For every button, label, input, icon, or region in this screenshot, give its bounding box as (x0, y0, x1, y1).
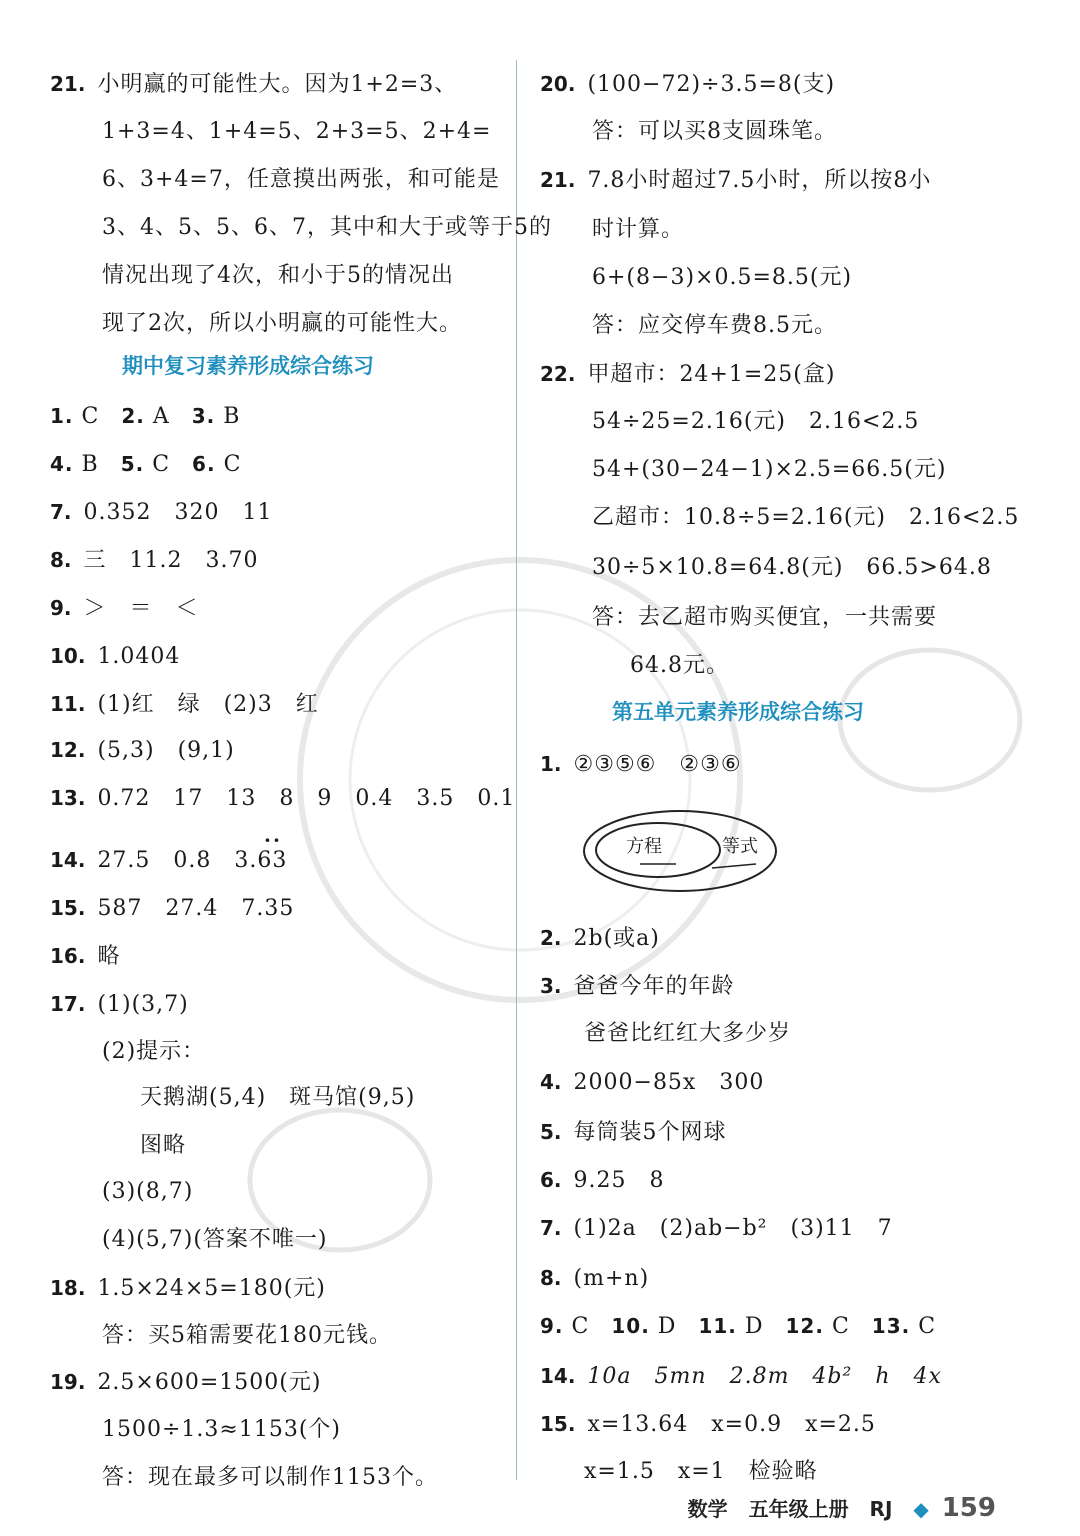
column-divider (516, 60, 517, 1480)
answer-22: 22. 甲超市：24+1=25(盒) (540, 362, 836, 387)
page-footer (674, 1490, 996, 1526)
q17-line-5: (3)(8,7) (102, 1179, 194, 1204)
answer-9: 9. ＞ ＝ ＜ (50, 596, 199, 621)
page-number: 159 (941, 1493, 996, 1523)
answer-13: 13. 0.72 17 13 8 9 0.4 3.5 0.1 (50, 786, 516, 811)
answer-19: 19. 2.5×600=1500(元) (50, 1370, 322, 1395)
answer-15: 15. 587 27.4 7.35 (50, 896, 295, 921)
answers-u5-9-13: 9. C 10. D 11. D 12. C 13. C (540, 1314, 937, 1339)
answer-u5-8: 8. (m+n) (540, 1266, 650, 1291)
footer-grade: 五年级上册 (748, 1497, 849, 1521)
answer-16: 16. 略 (50, 944, 121, 969)
q17-line-3: 天鹅湖(5,4) 斑马馆(9,5) (140, 1085, 416, 1110)
q22-line-5: 30÷5×10.8=64.8(元) 66.5>64.8 (592, 555, 992, 580)
answer-7: 7. 0.352 320 11 (50, 500, 273, 525)
q3-line-2: 爸爸比红红大多少岁 (584, 1021, 792, 1046)
answer-u5-7: 7. (1)2a (2)ab−b² (3)11 7 (540, 1216, 893, 1241)
answer-21: 21. 7.8小时超过7.5小时，所以按8小 (540, 168, 932, 193)
answers-1-3: 1. C 2. A 3. B (50, 404, 241, 429)
q21-line-4: 3、4、5、5、6、7，其中和大于或等于5的 (102, 215, 552, 240)
answer-20: 20. (100−72)÷3.5=8(支) (540, 72, 836, 97)
answer-10: 10. 1.0404 (50, 644, 181, 669)
q20-line-2: 答：可以买8支圆珠笔。 (592, 119, 837, 144)
answer-11: 11. (1)红 绿 (2)3 红 (50, 692, 319, 717)
q22-line-6: 答：去乙超市购买便宜，一共需要 (592, 605, 938, 630)
footer-subject: 数学 (687, 1497, 728, 1521)
answer-u5-1: 1. ②③⑤⑥ ②③⑥ (540, 752, 742, 777)
venn-inner-label: 方程 (626, 836, 662, 857)
q21-line-1: 21. 小明赢的可能性大。因为1+2=3、 (50, 66, 457, 102)
section-title-unit5: 第五单元素养形成综合练习 (612, 700, 864, 724)
footer-edition: RJ (869, 1497, 893, 1521)
repeating-decimal-dots: ·· (264, 828, 282, 852)
q21r-line-2: 时计算。 (592, 217, 685, 242)
answer-17: 17. (1)(3,7) (50, 992, 189, 1017)
answer-12: 12. (5,3) (9,1) (50, 738, 235, 763)
answers-4-6: 4. B 5. C 6. C (50, 452, 242, 477)
q19-line-2: 1500÷1.3≈1153(个) (102, 1417, 341, 1442)
answer-18: 18. 1.5×24×5=180(元) (50, 1276, 326, 1301)
q19-line-3: 答：现在最多可以制作1153个。 (102, 1465, 438, 1490)
diamond-icon: ◆ (913, 1497, 929, 1521)
answer-u5-5: 5. 每筒装5个网球 (540, 1120, 727, 1145)
answer-u5-2: 2. 2b(或a) (540, 926, 660, 951)
question-number: 21. (50, 72, 86, 96)
q21-line-6: 现了2次，所以小明赢的可能性大。 (102, 311, 462, 336)
q22-line-7: 64.8元。 (630, 653, 729, 678)
q15-line-2: x=1.5 x=1 检验略 (584, 1459, 818, 1484)
q22-line-3: 54+(30−24−1)×2.5=66.5(元) (592, 457, 947, 482)
q21-line-3: 6、3+4=7，任意摸出两张，和可能是 (102, 167, 500, 192)
venn-outer-label: 等式 (722, 836, 758, 857)
q21-line-2: 1+3=4、1+4=5、2+3=5、2+4= (102, 119, 492, 144)
section-title-midterm: 期中复习素养形成综合练习 (122, 354, 374, 378)
answer-u5-4: 4. 2000−85x 300 (540, 1070, 765, 1095)
answer-8: 8. 三 11.2 3.70 (50, 548, 259, 573)
q22-line-2: 54÷25=2.16(元) 2.16<2.5 (592, 409, 920, 434)
answer-14: 14. 27.5 0.8 3.63 (50, 848, 288, 873)
q17-line-4: 图略 (140, 1133, 187, 1158)
q18-line-2: 答：买5箱需要花180元钱。 (102, 1323, 392, 1348)
q17-line-2: (2)提示： (102, 1039, 206, 1064)
answer-u5-3: 3. 爸爸今年的年龄 (540, 974, 735, 999)
answer-u5-15: 15. x=13.64 x=0.9 x=2.5 (540, 1412, 876, 1437)
answer-u5-14: 14. 10a 5mn 2.8m 4b² h 4x (540, 1364, 942, 1389)
answer-u5-6: 6. 9.25 8 (540, 1168, 665, 1193)
q21-line-5: 情况出现了4次，和小于5的情况出 (102, 263, 454, 288)
q21r-line-4: 答：应交停车费8.5元。 (592, 313, 837, 338)
q17-line-6: (4)(5,7)(答案不唯一) (102, 1227, 328, 1252)
q21r-line-3: 6+(8−3)×0.5=8.5(元) (592, 265, 853, 290)
q22-line-4: 乙超市：10.8÷5=2.16(元) 2.16<2.5 (592, 505, 1020, 530)
